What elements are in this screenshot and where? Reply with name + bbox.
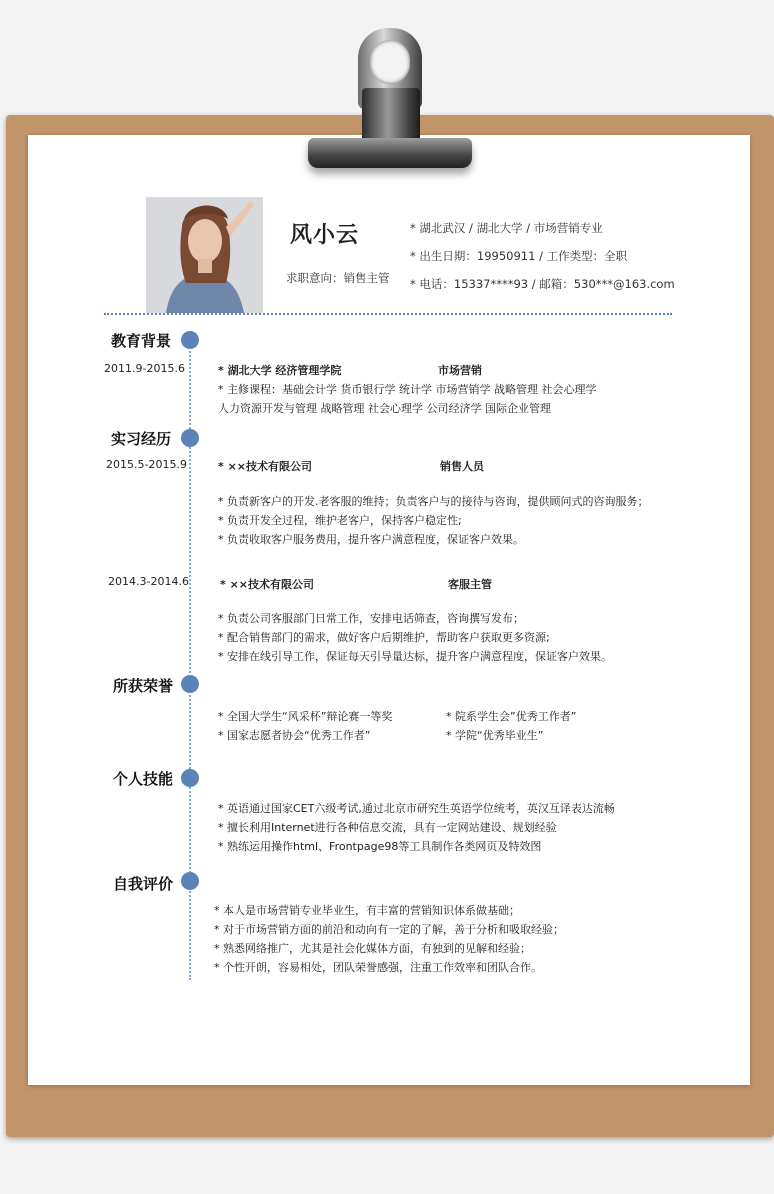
education-courses: * 主修课程：基础会计学 货币银行学 统计学 市场营销学 战略管理 社会心理学 [218, 383, 597, 396]
skill-item: * 擅长利用Internet进行各种信息交流，具有一定网站建设、规划经验 [218, 821, 557, 834]
contact-phone-email: * 电话：15337****93 / 邮箱：530***@163.com [410, 277, 675, 291]
skills-node [181, 769, 199, 787]
job-company: * ××技术有限公司 [220, 578, 315, 591]
self-eval-item: * 本人是市场营销专业毕业生，有丰富的营销知识体系做基础； [214, 904, 520, 917]
honor-item: * 院系学生会”优秀工作者” [446, 710, 577, 723]
skills-title: 个人技能 [113, 770, 174, 788]
honor-item: * 全国大学生“风采杯”辩论赛一等奖 [218, 710, 393, 723]
self-eval-item: * 对于市场营销方面的前沿和动向有一定的了解，善于分析和吸取经验； [214, 923, 564, 936]
skill-item: * 英语通过国家CET六级考试,通过北京市研究生英语学位统考，英汉互译表达流畅 [218, 802, 615, 815]
candidate-name: 风小云 [290, 223, 360, 248]
job-company: * ××技术有限公司 [218, 460, 313, 473]
contact-location: * 湖北武汉 / 湖北大学 / 市场营销专业 [410, 221, 603, 235]
job-duty: * 负责收取客户服务费用，提升客户满意程度，保证客户效果。 [218, 533, 524, 546]
self-eval-item: * 个性开朗，容易相处，团队荣誉感强，注重工作效率和团队合作。 [214, 961, 542, 974]
honor-item: * 学院“优秀毕业生” [446, 729, 544, 742]
job-duty: * 安排在线引导工作，保证每天引导量达标，提升客户满意程度，保证客户效果。 [218, 650, 612, 663]
education-date: 2011.9-2015.6 [104, 362, 185, 375]
header-divider [104, 313, 672, 315]
self-eval-title: 自我评价 [113, 875, 174, 893]
job-role: 销售人员 [440, 460, 484, 473]
job-duty: * 负责公司客服部门日常工作，安排电话筛查，咨询撰写发布； [218, 612, 524, 625]
honors-title: 所获荣誉 [113, 677, 174, 695]
self-eval-node [181, 872, 199, 890]
job-date: 2015.5-2015.9 [106, 458, 187, 471]
education-major: 市场营销 [438, 364, 482, 377]
education-courses-cont: 人力资源开发与管理 战略管理 社会心理学 公司经济学 国际企业管理 [218, 402, 551, 415]
binder-clip-icon [300, 28, 480, 178]
skill-item: * 熟练运用操作html、Frontpage98等工具制作各类网页及特效图 [218, 840, 542, 853]
job-role: 客服主管 [448, 578, 492, 591]
education-node [181, 331, 199, 349]
self-eval-item: * 熟悉网络推广，尤其是社会化媒体方面，有独到的见解和经验； [214, 942, 531, 955]
job-duty: * 配合销售部门的需求，做好客户后期维护，帮助客户获取更多资源; [218, 631, 550, 644]
profile-photo [146, 197, 263, 313]
honor-item: * 国家志愿者协会“优秀工作者” [218, 729, 371, 742]
honors-node [181, 675, 199, 693]
job-duty: * 负责开发全过程，维护老客户，保持客户稳定性; [218, 514, 462, 527]
job-date: 2014.3-2014.6 [108, 575, 189, 588]
education-school: * 湖北大学 经济管理学院 [218, 364, 342, 377]
contact-birth: * 出生日期：19950911 / 工作类型：全职 [410, 249, 628, 263]
job-duty: * 负责新客户的开发.老客服的维持；负责客户与的接待与咨询，提供顾问式的咨询服务； [218, 495, 649, 508]
job-intent: 求职意向：销售主管 [286, 271, 390, 285]
internship-title: 实习经历 [111, 430, 172, 448]
education-title: 教育背景 [111, 332, 172, 350]
internship-node [181, 429, 199, 447]
